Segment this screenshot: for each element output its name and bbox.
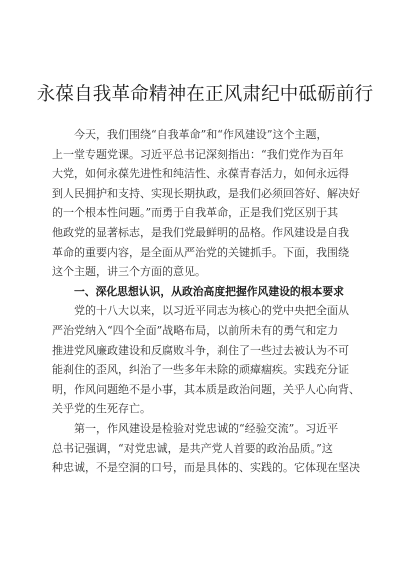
text-line: 上一堂专题党课。习近平总书记深刻指出：“我们党作为百年 xyxy=(52,147,344,161)
section-paragraph xyxy=(52,301,362,419)
text-line: 严治党纳入“四个全面”战略布局，以前所未有的勇气和定力 xyxy=(52,323,339,337)
text-line: 今天，我们围绕“自我革命”和“作风建设”这个主题， xyxy=(74,128,328,141)
text-line: 第一，作风建设是检验对党忠诚的“经验交流”。习近平 xyxy=(74,421,339,435)
text-line: 他政党的显著标志，是我们党最鲜明的品格。作风建设是自我 xyxy=(52,225,349,239)
text-line: 种忠诚，不是空洞的口号，而是具体的、实践的。它体现在坚决 xyxy=(52,461,360,475)
document-body xyxy=(52,125,362,478)
text-line: 的一个根本性问题。”而勇于自我革命，正是我们党区别于其 xyxy=(52,206,339,220)
text-line: 推进党风廉政建设和反腐败斗争，刹住了一些过去被认为不可 xyxy=(52,343,349,357)
section-heading: 一、深化思想认识，从政治高度把握作风建设的根本要求 xyxy=(74,284,344,298)
text-line: 总书记强调，“对党忠诚，是共产党人首要的政治品质。”这 xyxy=(52,441,333,455)
intro-paragraph xyxy=(52,125,362,282)
text-line: 这个主题，讲三个方面的意见。 xyxy=(52,265,206,279)
text-line: 大党，如何永葆先进性和纯洁性、永葆青春活力，如何永远得 xyxy=(52,167,349,181)
text-line: 党的十八大以来，以习近平同志为核心的党中央把全面从 xyxy=(74,304,349,318)
document-title: 永葆自我革命精神在正风肃纪中砥砺前行 xyxy=(36,84,374,105)
text-line: 革命的重要内容，是全面从严治党的关键抓手。下面，我围绕 xyxy=(52,245,349,259)
text-line: 到人民拥护和支持、实现长期执政，是我们必须回答好、解决好 xyxy=(52,186,360,200)
text-line: 能刹住的歪风，纠治了一些多年未除的顽瘴痼疾。实践充分证 xyxy=(52,363,349,377)
text-line: 关乎党的生死存亡。 xyxy=(52,402,151,416)
text-line: 明，作风问题绝不是小事，其本质是政治问题，关乎人心向背、 xyxy=(52,382,360,396)
point-one-paragraph xyxy=(52,419,362,478)
